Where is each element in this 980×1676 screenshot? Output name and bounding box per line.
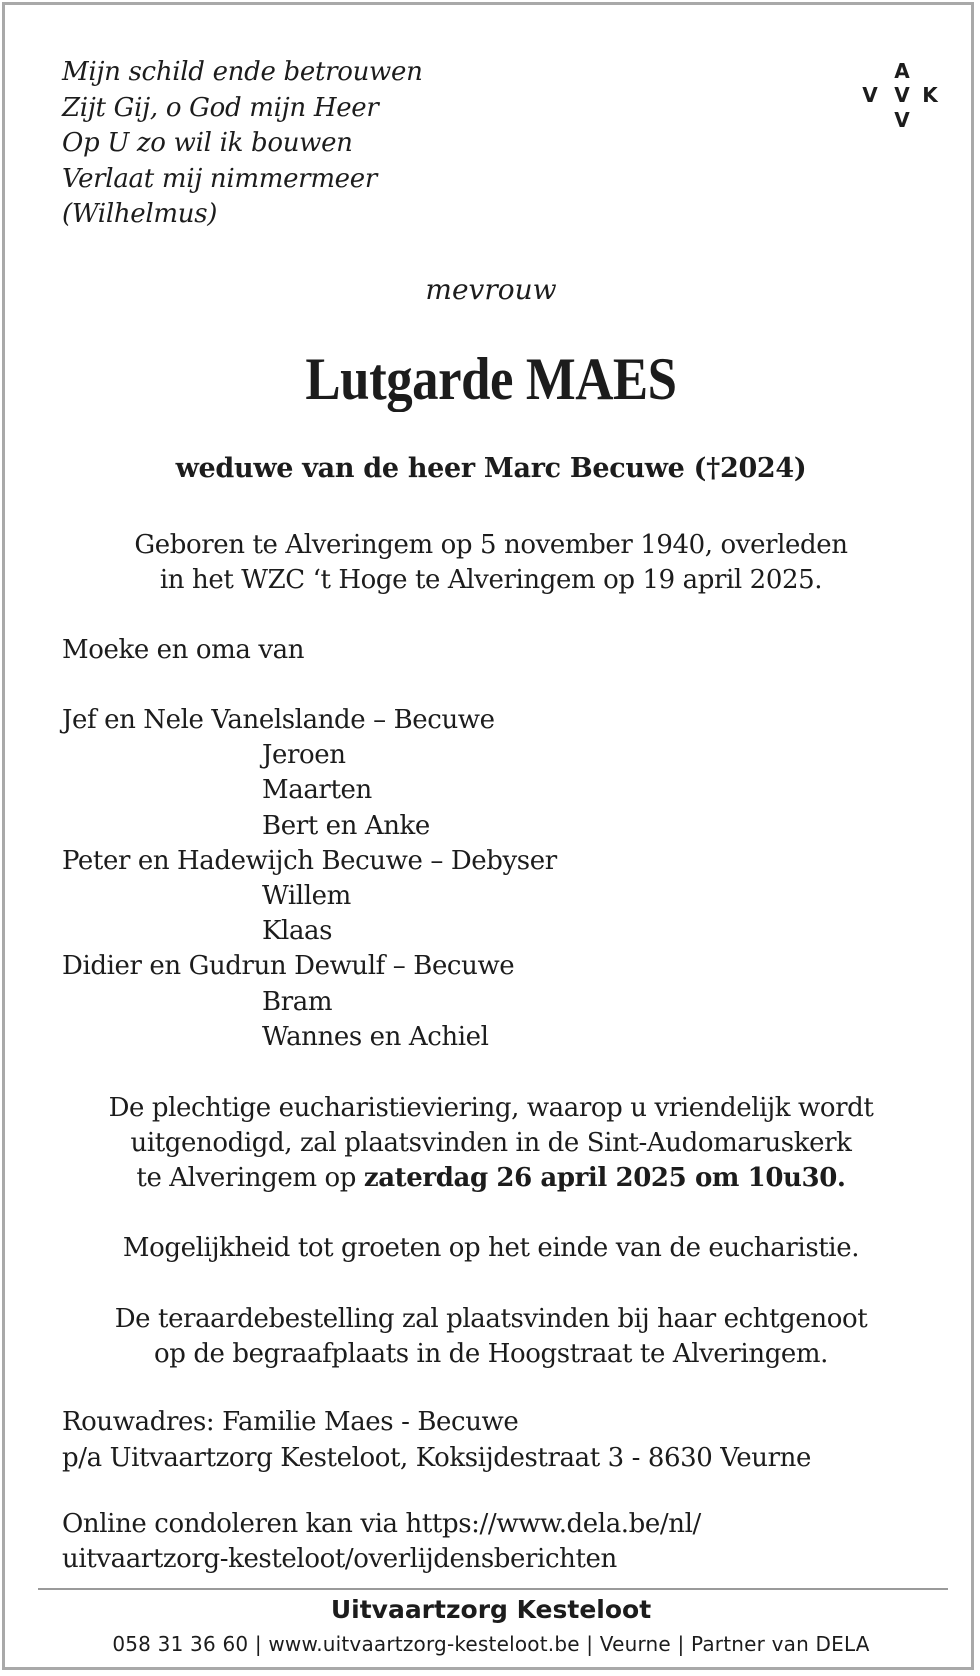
family-member: Didier en Gudrun Dewulf – Becuwe xyxy=(62,951,515,982)
family-list xyxy=(62,703,557,1055)
service-date-time: zaterdag 26 april 2025 om 10u30. xyxy=(363,1163,846,1193)
death-line: in het WZC ‘t Hoge te Alveringem op 19 april 2025. xyxy=(159,565,823,595)
poem-source: (Wilhelmus) xyxy=(62,199,218,229)
birth-death-paragraph xyxy=(5,528,977,598)
funeral-home-name: Uitvaartzorg Kesteloot xyxy=(330,1595,652,1624)
service-location: te Alveringem op xyxy=(136,1163,364,1193)
online-condolence xyxy=(62,1507,701,1577)
burial-line: De teraardebestelling zal plaatsvinden bij haar echtgenoot xyxy=(114,1304,868,1334)
death-notice-card xyxy=(2,2,974,1670)
avvk-emblem xyxy=(860,61,940,139)
poem-line: Verlaat mij nimmermeer xyxy=(62,163,377,194)
family-member: Jef en Nele Vanelslande – Becuwe xyxy=(62,705,495,735)
family-member: Peter en Hadewijch Becuwe – Debyser xyxy=(62,845,557,876)
poem-line: Mijn schild ende betrouwen xyxy=(62,57,423,87)
mourning-address xyxy=(62,1404,811,1476)
address-line: Rouwadres: Familie Maes - Becuwe xyxy=(62,1407,519,1437)
condolence-link[interactable]: uitvaartzorg-kesteloot/overlijdensberichten xyxy=(62,1544,617,1574)
emblem-letter-center: V xyxy=(894,83,910,107)
footer-divider xyxy=(38,1588,948,1590)
grandchild: Willem xyxy=(262,881,351,912)
service-paragraph xyxy=(5,1091,977,1196)
family-intro: Moeke en oma van xyxy=(62,635,305,665)
grandchild: Wannes en Achiel xyxy=(262,1021,489,1052)
grandchild: Klaas xyxy=(262,916,333,947)
grandchild: Jeroen xyxy=(262,740,346,771)
emblem-letter-bottom: V xyxy=(894,108,910,132)
deceased-name: Lutgarde MAES xyxy=(305,346,677,412)
poem-line: Op U zo wil ik bouwen xyxy=(62,128,353,158)
greeting-paragraph: Mogelijkheid tot groeten op het einde van de eucharistie. xyxy=(122,1233,860,1263)
grandchild: Bert en Anke xyxy=(262,810,430,841)
grandchild: Maarten xyxy=(262,775,372,806)
address-line: p/a Uitvaartzorg Kesteloot, Koksijdestraat 3 - 8630 Veurne xyxy=(62,1443,811,1473)
emblem-letter-left: V xyxy=(862,83,878,107)
widow-line: weduwe van de heer Marc Becuwe (†2024) xyxy=(175,453,807,484)
service-line: De plechtige eucharistieviering, waarop u vriendelijk wordt xyxy=(108,1093,874,1123)
birth-line: Geboren te Alveringem op 5 november 1940, overleden xyxy=(134,530,848,560)
funeral-home-info: 058 31 36 60 | www.uitvaartzorg-kesteloot.be | Veurne | Partner van DELA xyxy=(112,1632,870,1656)
burial-paragraph xyxy=(5,1302,977,1372)
grandchild: Bram xyxy=(262,986,333,1017)
service-line xyxy=(5,1161,977,1196)
condolence-line: Online condoleren kan via https://www.dela.be/nl/ xyxy=(62,1509,701,1539)
service-line: uitgenodigd, zal plaatsvinden in de Sint-Audomaruskerk xyxy=(130,1128,852,1158)
burial-line: op de begraafplaats in de Hoogstraat te Alveringem. xyxy=(153,1339,829,1369)
emblem-letter-top: A xyxy=(894,59,910,83)
emblem-letter-right: K xyxy=(922,83,938,107)
title-prefix: mevrouw xyxy=(425,273,557,306)
poem-verse xyxy=(62,55,423,233)
poem-line: Zijt Gij, o God mijn Heer xyxy=(62,92,379,123)
